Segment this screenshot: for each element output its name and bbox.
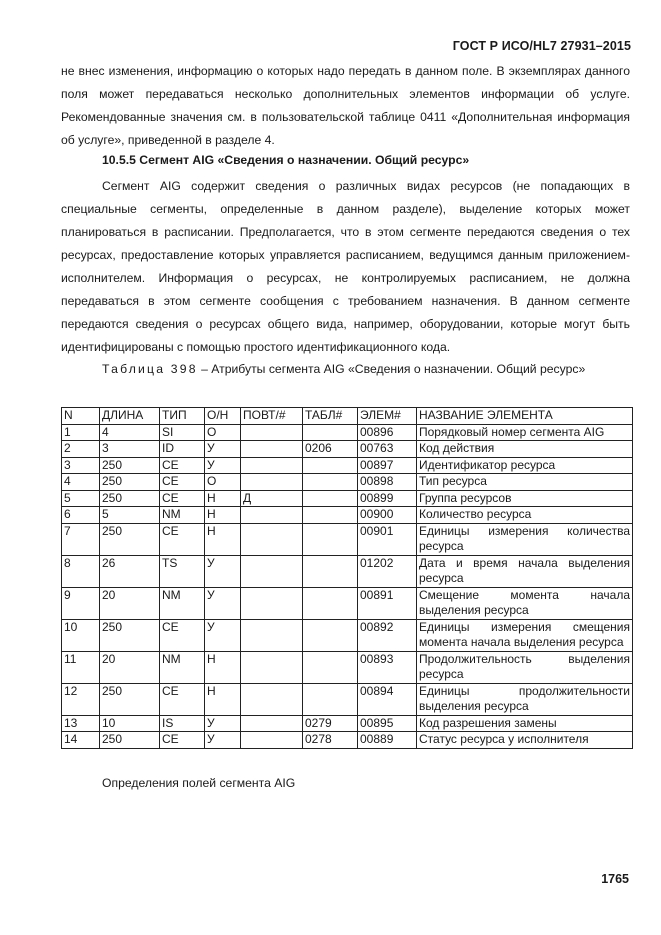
section-heading: 10.5.5 Сегмент AIG «Сведения о назначении. Общий ресурс» — [102, 153, 470, 167]
table-cell-col-type: CE — [160, 619, 205, 651]
table-cell-col-length: 3 — [100, 441, 160, 458]
table-cell-col-type: CE — [160, 474, 205, 491]
table-row — [62, 441, 633, 458]
table-header-col-length: ДЛИНА — [100, 408, 160, 425]
table-cell-col-type: CE — [160, 683, 205, 715]
table-cell-col-req: У — [205, 619, 241, 651]
table-cell-col-n: 3 — [62, 457, 100, 474]
table-cell-col-n: 10 — [62, 619, 100, 651]
table-cell-col-length: 10 — [100, 715, 160, 732]
table-row — [62, 555, 633, 587]
table-cell-col-type: NM — [160, 507, 205, 524]
table-cell-col-type: NM — [160, 651, 205, 683]
table-cell-col-n: 12 — [62, 683, 100, 715]
table-header-col-type: ТИП — [160, 408, 205, 425]
table-cell-col-element: 00891 — [358, 587, 417, 619]
table-cell-col-table — [303, 651, 358, 683]
table-cell-col-repeat — [241, 587, 303, 619]
table-cell-col-length: 250 — [100, 732, 160, 749]
table-row — [62, 651, 633, 683]
table-cell-col-n: 8 — [62, 555, 100, 587]
table-cell-col-repeat — [241, 441, 303, 458]
table-cell-col-name: Единицы измерения смещения момента начала выделения ресурса — [417, 619, 633, 651]
table-cell-col-req: У — [205, 457, 241, 474]
table-cell-col-element: 00763 — [358, 441, 417, 458]
aig-attributes-table — [61, 407, 633, 749]
table-header-col-req: О/Н — [205, 408, 241, 425]
table-cell-col-type: CE — [160, 523, 205, 555]
table-cell-col-table: 0206 — [303, 441, 358, 458]
table-cell-col-repeat: Д — [241, 490, 303, 507]
table-cell-col-name: Дата и время начала выделения ресурса — [417, 555, 633, 587]
table-cell-col-table — [303, 587, 358, 619]
table-cell-col-type: CE — [160, 732, 205, 749]
table-cell-col-element: 00889 — [358, 732, 417, 749]
table-header-col-repeat: ПОВТ/# — [241, 408, 303, 425]
table-cell-col-element: 00893 — [358, 651, 417, 683]
table-header-col-table: ТАБЛ# — [303, 408, 358, 425]
table-cell-col-length: 20 — [100, 587, 160, 619]
table-cell-col-table — [303, 555, 358, 587]
table-cell-col-req: Н — [205, 490, 241, 507]
table-row — [62, 474, 633, 491]
table-row — [62, 619, 633, 651]
table-cell-col-name: Код действия — [417, 441, 633, 458]
table-cell-col-name: Группа ресурсов — [417, 490, 633, 507]
table-cell-col-length: 250 — [100, 457, 160, 474]
table-cell-col-table — [303, 523, 358, 555]
table-cell-col-element: 00900 — [358, 507, 417, 524]
table-cell-col-req: У — [205, 555, 241, 587]
body-paragraph: Сегмент AIG содержит сведения о различных видах ресурсов (не попадающих в специальные сегменты, определенные в данном разделе), выделение которых может планироваться в расписании. Предполагается, что в этом сегменте передаются сведения о тех ресурсах, предоставление которых управляется расписанием, ведущимся данным приложением-исполнителем. Информация о ресурсах, не контролируемых расписанием, не должна передаваться в этом сегменте сообщения с требованием назначения. В данном сегменте передаются сведения о ресурсах общего вида, например, оборудовании, которые могут быть идентифицированы с помощью простого идентификационного кода. — [61, 179, 630, 354]
table-header-col-name: НАЗВАНИЕ ЭЛЕМЕНТА — [417, 408, 633, 425]
table-cell-col-name: Идентификатор ресурса — [417, 457, 633, 474]
table-cell-col-n: 1 — [62, 424, 100, 441]
table-caption-text: – Атрибуты сегмента AIG «Сведения о назначении. Общий ресурс» — [197, 362, 586, 376]
table-cell-col-length: 5 — [100, 507, 160, 524]
table-caption — [61, 358, 630, 381]
table-cell-col-n: 4 — [62, 474, 100, 491]
table-cell-col-n: 6 — [62, 507, 100, 524]
definitions-heading: Определения полей сегмента AIG — [102, 776, 296, 790]
table-cell-col-n: 9 — [62, 587, 100, 619]
table-cell-col-table — [303, 619, 358, 651]
table-cell-col-type: NM — [160, 587, 205, 619]
table-cell-col-type: ID — [160, 441, 205, 458]
table-cell-col-length: 26 — [100, 555, 160, 587]
table-cell-col-req: Н — [205, 523, 241, 555]
table-cell-col-element: 00899 — [358, 490, 417, 507]
table-cell-col-name: Порядковый номер сегмента AIG — [417, 424, 633, 441]
table-cell-col-req: У — [205, 732, 241, 749]
table-cell-col-length: 250 — [100, 619, 160, 651]
table-cell-col-req: О — [205, 424, 241, 441]
table-cell-col-name: Тип ресурса — [417, 474, 633, 491]
table-cell-col-length: 4 — [100, 424, 160, 441]
table-cell-col-repeat — [241, 732, 303, 749]
table-cell-col-table: 0279 — [303, 715, 358, 732]
document-header: ГОСТ Р ИСО/HL7 27931–2015 — [452, 39, 631, 53]
table-cell-col-repeat — [241, 619, 303, 651]
table-cell-col-name: Количество ресурса — [417, 507, 633, 524]
table-cell-col-name: Продолжительность выделения ресурса — [417, 651, 633, 683]
table-cell-col-element: 00892 — [358, 619, 417, 651]
table-cell-col-req: У — [205, 715, 241, 732]
table-row — [62, 457, 633, 474]
table-cell-col-name: Код разрешения замены — [417, 715, 633, 732]
table-cell-col-element: 00901 — [358, 523, 417, 555]
table-cell-col-req: У — [205, 587, 241, 619]
table-cell-col-repeat — [241, 457, 303, 474]
table-cell-col-element: 00898 — [358, 474, 417, 491]
table-cell-col-table — [303, 457, 358, 474]
table-cell-col-name: Смещение момента начала выделения ресурса — [417, 587, 633, 619]
table-cell-col-length: 250 — [100, 474, 160, 491]
table-cell-col-length: 250 — [100, 523, 160, 555]
table-cell-col-repeat — [241, 715, 303, 732]
table-cell-col-req: Н — [205, 651, 241, 683]
table-cell-col-element: 00896 — [358, 424, 417, 441]
table-header-col-n: N — [62, 408, 100, 425]
table-row — [62, 732, 633, 749]
table-cell-col-name: Статус ресурса у исполнителя — [417, 732, 633, 749]
intro-paragraph: не внес изменения, информацию о которых надо передать в данном поле. В экземплярах данного поля может передаваться несколько дополнительных элементов информации об услуге. Рекомендованные значения см. в пользовательской таблице 0411 «Дополнительная информация об услуге», приведенной в разделе 4. — [61, 64, 630, 147]
table-cell-col-length: 250 — [100, 683, 160, 715]
table-cell-col-n: 13 — [62, 715, 100, 732]
table-cell-col-n: 11 — [62, 651, 100, 683]
table-cell-col-repeat — [241, 523, 303, 555]
table-cell-col-type: TS — [160, 555, 205, 587]
table-row — [62, 587, 633, 619]
table-row — [62, 523, 633, 555]
table-cell-col-repeat — [241, 474, 303, 491]
table-cell-col-n: 7 — [62, 523, 100, 555]
table-cell-col-length: 20 — [100, 651, 160, 683]
table-cell-col-type: CE — [160, 457, 205, 474]
table-cell-col-n: 5 — [62, 490, 100, 507]
table-cell-col-table — [303, 490, 358, 507]
table-row — [62, 424, 633, 441]
table-cell-col-element: 00895 — [358, 715, 417, 732]
table-cell-col-length: 250 — [100, 490, 160, 507]
table-cell-col-repeat — [241, 424, 303, 441]
table-cell-col-repeat — [241, 507, 303, 524]
table-cell-col-req: Н — [205, 683, 241, 715]
table-row — [62, 490, 633, 507]
table-row — [62, 507, 633, 524]
table-cell-col-req: Н — [205, 507, 241, 524]
table-cell-col-element: 00897 — [358, 457, 417, 474]
table-cell-col-type: CE — [160, 490, 205, 507]
table-cell-col-name: Единицы измерения количества ресурса — [417, 523, 633, 555]
table-cell-col-type: SI — [160, 424, 205, 441]
table-row — [62, 715, 633, 732]
table-cell-col-element: 00894 — [358, 683, 417, 715]
table-cell-col-type: IS — [160, 715, 205, 732]
table-cell-col-n: 2 — [62, 441, 100, 458]
table-cell-col-table: 0278 — [303, 732, 358, 749]
table-cell-col-table — [303, 474, 358, 491]
page-number: 1765 — [601, 872, 629, 886]
table-cell-col-element: 01202 — [358, 555, 417, 587]
table-cell-col-req: О — [205, 474, 241, 491]
table-cell-col-req: У — [205, 441, 241, 458]
table-row — [62, 683, 633, 715]
table-caption-label: Таблица 398 — [102, 362, 198, 376]
table-cell-col-name: Единицы продолжительности выделения ресурса — [417, 683, 633, 715]
table-header-row — [62, 408, 633, 425]
table-cell-col-repeat — [241, 555, 303, 587]
table-cell-col-n: 14 — [62, 732, 100, 749]
table-cell-col-repeat — [241, 651, 303, 683]
table-cell-col-table — [303, 424, 358, 441]
table-cell-col-table — [303, 507, 358, 524]
table-header-col-element: ЭЛЕМ# — [358, 408, 417, 425]
table-body — [62, 424, 633, 748]
table-cell-col-table — [303, 683, 358, 715]
table-cell-col-repeat — [241, 683, 303, 715]
